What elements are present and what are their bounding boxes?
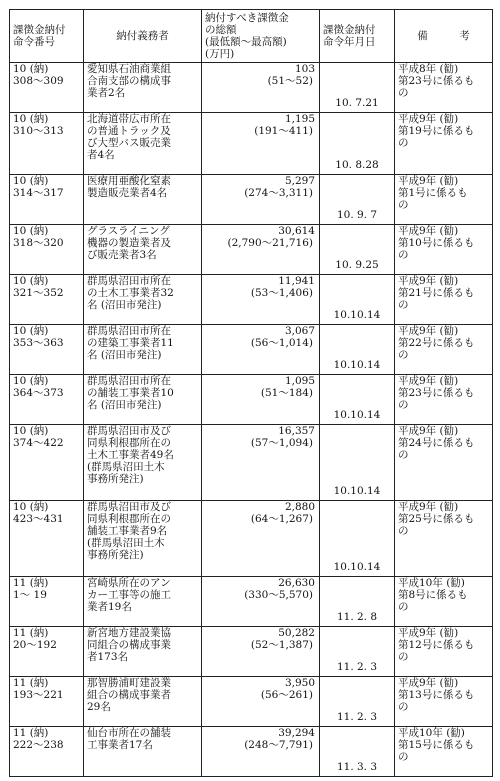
amount-range: (57～1,094)	[250, 437, 313, 449]
cell-obligor: 愛知県石油商業組 合南支部の構成事 業者2名	[84, 63, 202, 113]
cell-remarks: 平成8年 (勧) 第23号に係るも の	[395, 63, 493, 113]
cell-obligor: 群馬県沼田市所在 の土木工事業者32 名 (沼田市発注)	[84, 275, 202, 325]
cell-obligor: 那智勝浦町建設業 組合の構成事業者 29名	[84, 677, 202, 727]
amount-range: (51～184)	[260, 387, 313, 399]
cell-remarks: 平成10年 (勧) 第15号に係るも の	[395, 727, 493, 777]
cell-amount	[202, 225, 320, 275]
amount-range: (274～3,311)	[244, 187, 313, 199]
cell-remarks: 平成10年 (勧) 第8号に係るも の	[395, 577, 493, 627]
cell-amount	[202, 627, 320, 677]
cell-order-no: 10 (納) 364～373	[10, 375, 84, 425]
cell-obligor: 群馬県沼田市所在 の舗装工事業者10 名 (沼田市発注)	[84, 375, 202, 425]
amount-total: 5,297	[284, 175, 315, 187]
amount-range: (191～411)	[254, 125, 313, 137]
cell-order-no: 10 (納) 423～431	[10, 501, 84, 577]
cell-obligor: 宮崎県所在のアン カー工事等の施工 業者19名	[84, 577, 202, 627]
cell-order-no: 10 (納) 374～422	[10, 425, 84, 501]
header-date: 課徴金納付 命令年月日	[320, 10, 395, 63]
table-row	[10, 175, 493, 225]
cell-date: 10.10.14	[320, 425, 395, 501]
cell-remarks: 平成9年 (勧) 第12号に係るも の	[395, 627, 493, 677]
cell-date: 10. 7.21	[320, 63, 395, 113]
cell-amount	[202, 501, 320, 577]
amount-range: (56～261)	[260, 689, 313, 701]
cell-order-no: 11 (納) 1～ 19	[10, 577, 84, 627]
table-row	[10, 325, 493, 375]
cell-amount	[202, 677, 320, 727]
cell-obligor: 医療用亜酸化窒素 製造販売業者4名	[84, 175, 202, 225]
amount-total: 103	[294, 63, 315, 75]
amount-total: 30,614	[278, 225, 315, 237]
table-row	[10, 677, 493, 727]
header-row	[10, 10, 493, 63]
cell-order-no: 11 (納) 222～238	[10, 727, 84, 777]
cell-remarks: 平成9年 (勧) 第23号に係るも の	[395, 375, 493, 425]
header-remarks: 備 考	[395, 10, 493, 63]
cell-remarks: 平成9年 (勧) 第1号に係るも の	[395, 175, 493, 225]
header-obligor: 納付義務者	[84, 10, 202, 63]
cell-obligor: 北海道帯広市所在 の普通トラック及 び大型バス販売業 者4名	[84, 113, 202, 175]
cell-remarks: 平成9年 (勧) 第22号に係るも の	[395, 325, 493, 375]
amount-total: 2,880	[284, 501, 315, 513]
header-order-no: 課徴金納付 命令番号	[10, 10, 84, 63]
cell-amount	[202, 727, 320, 777]
amount-range: (53～1,406)	[250, 287, 313, 299]
cell-order-no: 10 (納) 308～309	[10, 63, 84, 113]
cell-date: 10. 9.25	[320, 225, 395, 275]
cell-obligor: 群馬県沼田市及び 同県利根郡所在の 土木工事業者49名 (群馬県沼田土木 事務所発注)	[84, 425, 202, 501]
amount-total: 50,282	[278, 627, 315, 639]
cell-amount	[202, 375, 320, 425]
cell-date: 10. 9. 7	[320, 175, 395, 225]
amount-total: 11,941	[278, 275, 315, 287]
table-row	[10, 425, 493, 501]
cell-order-no: 11 (納) 20～192	[10, 627, 84, 677]
cell-remarks: 平成9年 (勧) 第25号に係るも の	[395, 501, 493, 577]
cell-date: 11. 2. 3	[320, 627, 395, 677]
cell-date: 11. 3. 3	[320, 727, 395, 777]
amount-range: (52～1,387)	[250, 639, 313, 651]
amount-total: 26,630	[278, 577, 315, 589]
amount-range: (248～7,791)	[244, 739, 313, 751]
cell-order-no: 10 (納) 318～320	[10, 225, 84, 275]
amount-range: (330～5,570)	[244, 589, 313, 601]
cell-date: 10.10.14	[320, 325, 395, 375]
cell-amount	[202, 275, 320, 325]
cell-date: 11. 2. 3	[320, 677, 395, 727]
amount-total: 16,357	[278, 425, 315, 437]
table-row	[10, 577, 493, 627]
amount-total: 3,067	[284, 325, 315, 337]
cell-remarks: 平成9年 (勧) 第19号に係るも の	[395, 113, 493, 175]
cell-date: 10.10.14	[320, 375, 395, 425]
amount-range: (51～52)	[267, 75, 313, 87]
amount-total: 1,095	[284, 375, 315, 387]
cell-obligor: グラスライニング 機器の製造業者及 び販売業者3名	[84, 225, 202, 275]
cell-remarks: 平成9年 (勧) 第24号に係るも の	[395, 425, 493, 501]
cell-obligor: 群馬県沼田市及び 同県利根郡所在の 舗装工事業者9名 (群馬県沼田土木 事務所発注)	[84, 501, 202, 577]
table-row	[10, 225, 493, 275]
cell-order-no: 10 (納) 353～363	[10, 325, 84, 375]
cell-amount	[202, 325, 320, 375]
amount-total: 3,950	[284, 677, 315, 689]
cell-amount	[202, 113, 320, 175]
cell-amount	[202, 63, 320, 113]
cell-amount	[202, 175, 320, 225]
table-row	[10, 275, 493, 325]
amount-range: (64～1,267)	[250, 513, 313, 525]
cell-remarks: 平成9年 (勧) 第13号に係るも の	[395, 677, 493, 727]
cell-amount	[202, 577, 320, 627]
cell-obligor: 新宮地方建設業協 同組合の構成事業 者173名	[84, 627, 202, 677]
cell-order-no: 10 (納) 314～317	[10, 175, 84, 225]
table-row	[10, 627, 493, 677]
table-row	[10, 375, 493, 425]
cell-remarks: 平成9年 (勧) 第10号に係るも の	[395, 225, 493, 275]
cell-date: 11. 2. 8	[320, 577, 395, 627]
surcharge-order-table	[9, 9, 493, 777]
cell-date: 10. 8.28	[320, 113, 395, 175]
table-row	[10, 501, 493, 577]
amount-total: 1,195	[284, 113, 315, 125]
table-row	[10, 727, 493, 777]
amount-range: (2,790～21,716)	[227, 237, 313, 249]
cell-order-no: 11 (納) 193～221	[10, 677, 84, 727]
cell-date: 10.10.14	[320, 275, 395, 325]
table-row	[10, 113, 493, 175]
cell-amount	[202, 425, 320, 501]
amount-range: (56～1,014)	[250, 337, 313, 349]
cell-remarks: 平成9年 (勧) 第21号に係るも の	[395, 275, 493, 325]
cell-obligor: 仙台市所在の舗装 工事業者17名	[84, 727, 202, 777]
cell-order-no: 10 (納) 310～313	[10, 113, 84, 175]
amount-total: 39,294	[278, 727, 315, 739]
header-amount: 納付すべき課徴金 の総額 (最低額～最高額) (万円)	[202, 10, 320, 63]
cell-date: 10.10.14	[320, 501, 395, 577]
cell-order-no: 10 (納) 321～352	[10, 275, 84, 325]
table-row	[10, 63, 493, 113]
cell-obligor: 群馬県沼田市所在 の建築工事業者11 名 (沼田市発注)	[84, 325, 202, 375]
